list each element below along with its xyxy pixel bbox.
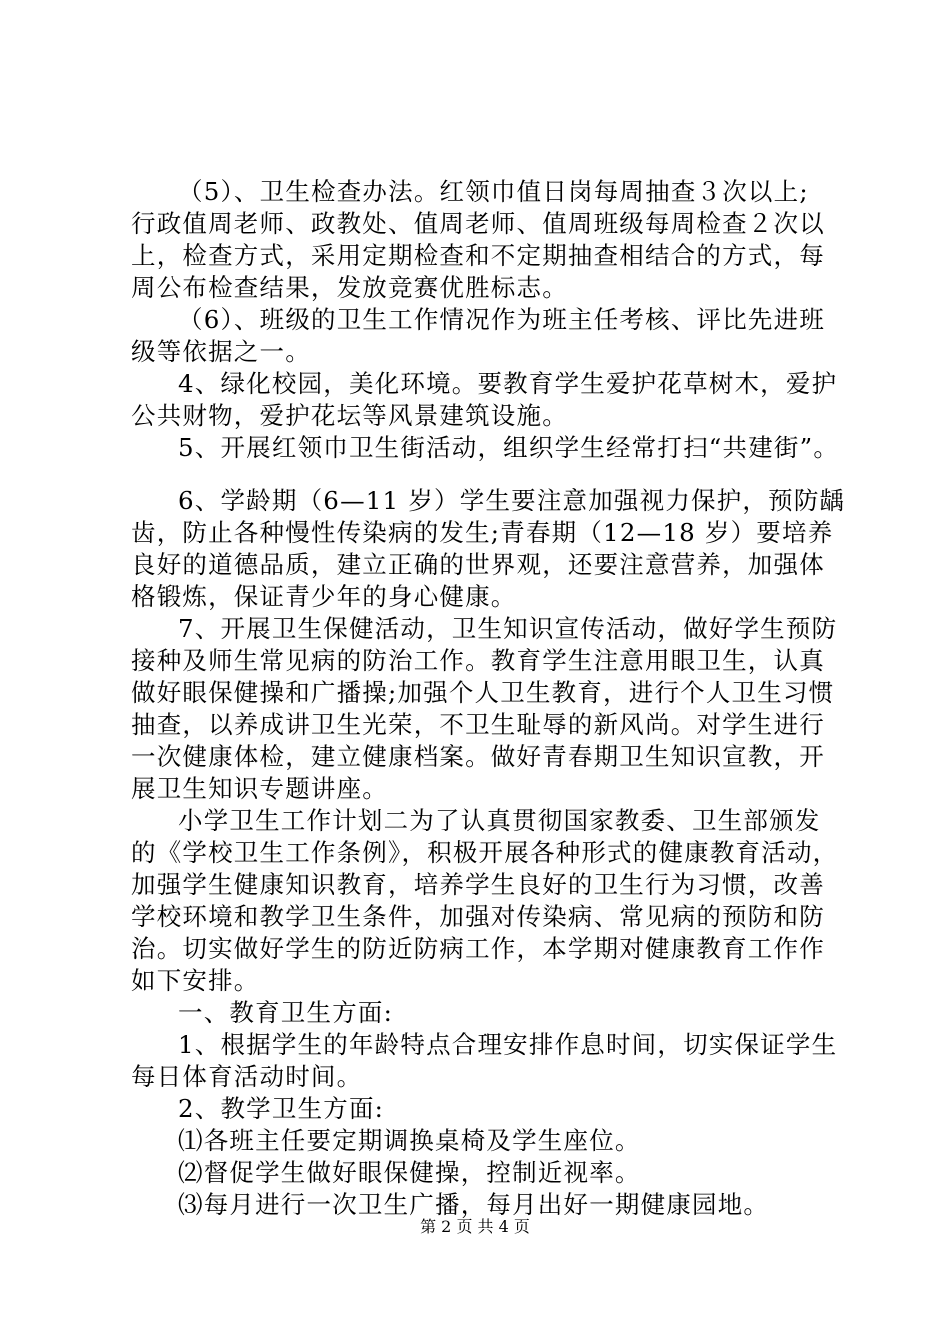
text-line: ⑴各班主任要定期调换桌椅及学生座位。 (178, 1126, 641, 1155)
text-line: ⑶每月进行一次卫生广播，每月出好一期健康园地。 (178, 1190, 770, 1219)
text-line: 治。切实做好学生的防近防病工作，本学期对健康教育工作作 (131, 934, 825, 963)
text-line: 的《学校卫生工作条例》，积极开展各种形式的健康教育活动， (131, 838, 839, 867)
text-line: 齿，防止各种慢性传染病的发生;青春期（12—18 岁）要培养 (131, 518, 834, 547)
text-line: 展卫生知识专题讲座。 (131, 774, 388, 803)
text-line: （6）、班级的卫生工作情况作为班主任考核、评比先进班 (178, 305, 826, 334)
page-number-footer: 第 2 页 共 4 页 (420, 1217, 530, 1236)
text-line: 6、学龄期（6—11 岁）学生要注意加强视力保护，预防龋 (178, 486, 846, 515)
text-line: ⑵督促学生做好眼保健操，控制近视率。 (178, 1158, 641, 1187)
text-line: 加强学生健康知识教育，培养学生良好的卫生行为习惯，改善 (131, 870, 825, 899)
text-line: 良好的道德品质，建立正确的世界观，还要注意营养，加强体 (131, 550, 825, 579)
text-line: 抽查，以养成讲卫生光荣，不卫生耻辱的新风尚。对学生进行 (131, 710, 825, 739)
text-line: 5、开展红领巾卫生街活动，组织学生经常打扫“共建街”。 (178, 433, 840, 462)
text-line: 7、开展卫生保健活动，卫生知识宣传活动，做好学生预防 (178, 614, 838, 643)
text-line: 接种及师生常见病的防治工作。教育学生注意用眼卫生，认真 (131, 646, 825, 675)
text-line: 做好眼保健操和广播操;加强个人卫生教育，进行个人卫生习惯 (131, 678, 835, 707)
text-line: 公共财物，爱护花坛等风景建筑设施。 (131, 401, 568, 430)
text-line: 一次健康体检，建立健康档案。做好青春期卫生知识宣教，开 (131, 742, 825, 771)
text-line: 一、教育卫生方面: (178, 998, 394, 1027)
text-line: 2、教学卫生方面: (178, 1094, 385, 1123)
text-line: 行政值周老师、政教处、值周老师、值周班级每周检查２次以 (131, 209, 825, 238)
text-line: 级等依据之一。 (131, 337, 311, 366)
text-line: （5）、卫生检查办法。红领巾值日岗每周抽查３次以上; (178, 177, 809, 206)
text-line: 学校环境和教学卫生条件，加强对传染病、常见病的预防和防 (131, 902, 825, 931)
text-line: 4、绿化校园，美化环境。要教育学生爱护花草树木，爱护 (178, 369, 838, 398)
text-line: 格锻炼，保证青少年的身心健康。 (131, 582, 517, 611)
text-line: 如下安排。 (131, 966, 260, 995)
text-line: 上，检查方式，采用定期检查和不定期抽查相结合的方式，每 (131, 241, 825, 270)
text-line: 小学卫生工作计划二为了认真贯彻国家教委、卫生部颁发 (178, 806, 821, 835)
text-line: 1、根据学生的年龄特点合理安排作息时间，切实保证学生 (178, 1030, 838, 1059)
text-line: 每日体育活动时间。 (131, 1062, 363, 1091)
text-line: 周公布检查结果，发放竞赛优胜标志。 (131, 273, 568, 302)
